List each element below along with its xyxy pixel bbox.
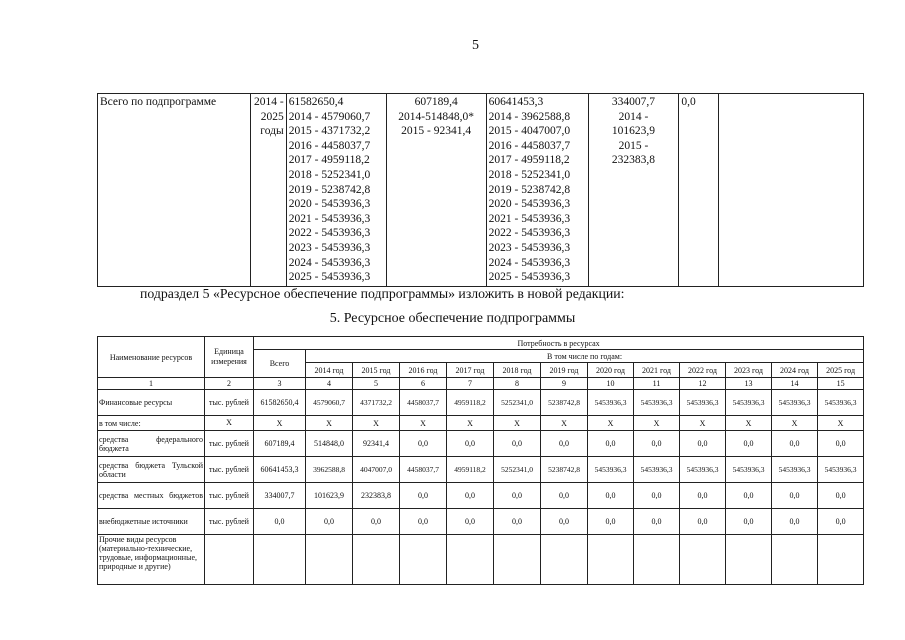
resource-year-value: 0,0	[447, 431, 494, 457]
summary-row	[98, 94, 864, 287]
resource-total: X	[254, 416, 306, 431]
resource-row	[98, 416, 864, 431]
summary-extrabudget	[679, 94, 719, 287]
cell-line: 2025 - 5453936,3	[488, 271, 571, 284]
resource-year-value: X	[680, 416, 726, 431]
resource-year-value	[400, 535, 447, 585]
column-number: 2	[205, 378, 254, 390]
resource-year-value: 4458037,7	[400, 390, 447, 416]
resource-year-value: 4047007,0	[353, 457, 400, 483]
summary-period	[250, 94, 286, 287]
cell-line: 2019 - 5238742,8	[288, 183, 371, 196]
column-number: 7	[447, 378, 494, 390]
resource-year-value: 5453936,3	[588, 457, 634, 483]
year-header: 2024 год	[772, 363, 818, 378]
resource-unit: тыс. рублей	[205, 509, 254, 535]
cell-line: 2015 - 92341,4	[401, 125, 472, 138]
resource-year-value: X	[447, 416, 494, 431]
resource-year-value: 92341,4	[353, 431, 400, 457]
resource-year-value: 0,0	[726, 431, 772, 457]
resource-year-value: 5238742,8	[541, 457, 588, 483]
resource-year-value: 0,0	[353, 509, 400, 535]
resource-year-value	[818, 535, 864, 585]
resource-total: 61582650,4	[254, 390, 306, 416]
resource-year-value: 4371732,2	[353, 390, 400, 416]
resource-year-value: 5453936,3	[818, 457, 864, 483]
cell-line: 2025 - 5453936,3	[288, 271, 371, 284]
cell-line: 2016 - 4458037,7	[488, 139, 571, 152]
resource-year-value: 0,0	[541, 483, 588, 509]
resource-name: средства местных бюджетов	[98, 483, 205, 509]
cell-line: 2025	[260, 110, 284, 123]
column-number: 14	[772, 378, 818, 390]
resource-year-value: X	[588, 416, 634, 431]
col-resource-name: Наименование ресурсов	[98, 337, 205, 378]
summary-empty-cell	[719, 94, 864, 287]
resource-year-value: X	[400, 416, 447, 431]
year-header: 2015 год	[353, 363, 400, 378]
col-need: Потребность в ресурсах	[254, 337, 864, 350]
resource-year-value: 0,0	[680, 483, 726, 509]
summary-total-by-year	[286, 94, 386, 287]
resource-year-value: 0,0	[680, 431, 726, 457]
resource-year-value	[772, 535, 818, 585]
resource-year-value: 0,0	[494, 509, 541, 535]
resource-year-value: 5252341,0	[494, 390, 541, 416]
cell-line: 2017 - 4959118,2	[488, 154, 570, 167]
cell-line: 2020 - 5453936,3	[288, 198, 371, 211]
resource-total: 60641453,3	[254, 457, 306, 483]
column-number: 9	[541, 378, 588, 390]
resource-year-value: X	[541, 416, 588, 431]
resource-year-value: 0,0	[634, 509, 680, 535]
resource-year-value	[447, 535, 494, 585]
resource-year-value: 5453936,3	[634, 390, 680, 416]
resource-total: 334007,7	[254, 483, 306, 509]
resource-year-value: 0,0	[634, 483, 680, 509]
cell-line: 60641453,3	[488, 96, 544, 108]
resource-unit: X	[205, 416, 254, 431]
resource-year-value: 0,0	[772, 483, 818, 509]
cell-line: 334007,7	[611, 96, 656, 108]
resource-name: средства федерального бюджета	[98, 431, 205, 457]
resource-year-value: 0,0	[818, 509, 864, 535]
column-number: 1	[98, 378, 205, 390]
col-unit: Единица измерения	[205, 337, 254, 378]
cell-line: 2023 - 5453936,3	[488, 241, 571, 254]
resource-row	[98, 483, 864, 509]
resource-name: внебюджетные источники	[98, 509, 205, 535]
year-header: 2022 год	[680, 363, 726, 378]
resource-unit: тыс. рублей	[205, 483, 254, 509]
resource-unit: тыс. рублей	[205, 390, 254, 416]
resource-total: 607189,4	[254, 431, 306, 457]
resource-year-value: 5252341,0	[494, 457, 541, 483]
section-title: 5. Ресурсное обеспечение подпрограммы	[329, 311, 576, 326]
cell-line: 2015 - 4047007,0	[488, 125, 571, 138]
year-header: 2023 год	[726, 363, 772, 378]
resource-year-value: 0,0	[400, 431, 447, 457]
column-number: 13	[726, 378, 772, 390]
cell-line: 2016 - 4458037,7	[288, 139, 371, 152]
resource-unit	[205, 535, 254, 585]
resource-year-value: 101623,9	[306, 483, 353, 509]
cell-line: 2018 - 5252341,0	[488, 168, 571, 181]
year-header: 2020 год	[588, 363, 634, 378]
resource-year-value: 5453936,3	[634, 457, 680, 483]
cell-line: 2023 - 5453936,3	[288, 241, 371, 254]
resource-name: средства бюджета Тульской области	[98, 457, 205, 483]
cell-line: 2019 - 5238742,8	[488, 183, 571, 196]
cell-line: 0,0	[681, 96, 696, 108]
resource-row	[98, 535, 864, 585]
cell-line: 2018 - 5252341,0	[288, 168, 371, 181]
summary-regional-by-year	[486, 94, 588, 287]
resource-year-value: 0,0	[726, 509, 772, 535]
year-header: 2016 год	[400, 363, 447, 378]
resource-year-value: 0,0	[772, 431, 818, 457]
resource-year-value: 0,0	[447, 483, 494, 509]
resource-row	[98, 457, 864, 483]
resource-table	[97, 336, 864, 585]
resource-unit: тыс. рублей	[205, 457, 254, 483]
year-header: 2019 год	[541, 363, 588, 378]
resource-year-value	[588, 535, 634, 585]
resource-year-value: 0,0	[306, 509, 353, 535]
cell-line: 2014 - 3962588,8	[488, 110, 571, 123]
summary-label: Всего по подпрограмме	[98, 94, 251, 287]
resource-name: Прочие виды ресурсов (материально-технические, трудовые, информационные, природные и другие)	[98, 535, 205, 585]
resource-year-value: X	[726, 416, 772, 431]
column-number: 15	[818, 378, 864, 390]
resource-year-value: 0,0	[726, 483, 772, 509]
column-number: 5	[353, 378, 400, 390]
cell-line: 2015 - 4371732,2	[288, 125, 371, 138]
cell-line: 2022 - 5453936,3	[488, 227, 571, 240]
resource-unit: тыс. рублей	[205, 431, 254, 457]
summary-funding-table	[97, 93, 864, 287]
resource-name: в том числе:	[98, 416, 205, 431]
resource-year-value: 0,0	[588, 509, 634, 535]
resource-year-value: 4959118,2	[447, 390, 494, 416]
cell-line: 2021 - 5453936,3	[488, 212, 571, 225]
resource-row	[98, 390, 864, 416]
column-number: 12	[680, 378, 726, 390]
column-number: 11	[634, 378, 680, 390]
resource-year-value: 0,0	[680, 509, 726, 535]
cell-line: 2020 - 5453936,3	[488, 198, 571, 211]
header-row-1	[98, 337, 864, 350]
resource-row	[98, 431, 864, 457]
year-header: 2014 год	[306, 363, 353, 378]
summary-federal-by-year	[386, 94, 486, 287]
resource-year-value	[306, 535, 353, 585]
resource-year-value: 0,0	[818, 483, 864, 509]
resource-year-value: 4458037,7	[400, 457, 447, 483]
resource-year-value: 0,0	[588, 431, 634, 457]
resource-year-value: 0,0	[400, 509, 447, 535]
resource-year-value: 5453936,3	[772, 390, 818, 416]
resource-year-value: 0,0	[772, 509, 818, 535]
resource-year-value: X	[494, 416, 541, 431]
resource-year-value: 0,0	[541, 509, 588, 535]
page-number: 5	[472, 38, 479, 53]
resource-year-value: 5453936,3	[588, 390, 634, 416]
resource-year-value: 5453936,3	[726, 457, 772, 483]
cell-line: 2017 - 4959118,2	[288, 154, 370, 167]
cell-line: 2024 - 5453936,3	[288, 256, 371, 269]
resource-year-value	[634, 535, 680, 585]
cell-line: 2021 - 5453936,3	[288, 212, 371, 225]
resource-year-value: 4579060,7	[306, 390, 353, 416]
resource-year-value: X	[306, 416, 353, 431]
resource-year-value: 0,0	[447, 509, 494, 535]
column-numbers-row	[98, 378, 864, 390]
year-header: 2021 год	[634, 363, 680, 378]
resource-year-value: 0,0	[494, 431, 541, 457]
col-total: Всего	[254, 350, 306, 378]
resource-year-value	[680, 535, 726, 585]
cell-line: годы	[260, 125, 284, 138]
resource-year-value: X	[818, 416, 864, 431]
amendment-sentence: подраздел 5 «Ресурсное обеспечение подпрограммы» изложить в новой редакции:	[140, 286, 625, 301]
resource-row	[98, 509, 864, 535]
column-number: 8	[494, 378, 541, 390]
resource-year-value: 0,0	[588, 483, 634, 509]
cell-line: 61582650,4	[288, 96, 344, 108]
cell-line: 232383,8	[611, 154, 656, 167]
resource-year-value: 5238742,8	[541, 390, 588, 416]
resource-year-value	[353, 535, 400, 585]
resource-year-value: X	[772, 416, 818, 431]
col-by-year: В том числе по годам:	[306, 350, 864, 363]
column-number: 4	[306, 378, 353, 390]
resource-year-value: 5453936,3	[680, 390, 726, 416]
resource-year-value: 0,0	[818, 431, 864, 457]
resource-year-value: 4959118,2	[447, 457, 494, 483]
resource-year-value: X	[353, 416, 400, 431]
resource-year-value: 514848,0	[306, 431, 353, 457]
column-number: 6	[400, 378, 447, 390]
resource-year-value	[726, 535, 772, 585]
cell-line: 101623,9	[611, 125, 656, 138]
resource-total: 0,0	[254, 509, 306, 535]
resource-year-value: 0,0	[494, 483, 541, 509]
resource-year-value	[494, 535, 541, 585]
column-number: 10	[588, 378, 634, 390]
cell-line: 2024 - 5453936,3	[488, 256, 571, 269]
year-header: 2018 год	[494, 363, 541, 378]
cell-line: 2014 -	[254, 96, 284, 108]
resource-year-value	[541, 535, 588, 585]
cell-line: 607189,4	[414, 96, 458, 108]
cell-line: 2022 - 5453936,3	[288, 227, 371, 240]
cell-line: 2014-514848,0*	[398, 110, 475, 123]
summary-local-by-year	[588, 94, 679, 287]
resource-year-value: 232383,8	[353, 483, 400, 509]
resource-year-value: 5453936,3	[772, 457, 818, 483]
resource-year-value: X	[634, 416, 680, 431]
resource-year-value: 0,0	[400, 483, 447, 509]
resource-year-value: 5453936,3	[818, 390, 864, 416]
resource-year-value: 5453936,3	[680, 457, 726, 483]
resource-year-value: 0,0	[634, 431, 680, 457]
resource-year-value: 0,0	[541, 431, 588, 457]
resource-year-value: 5453936,3	[726, 390, 772, 416]
resource-name: Финансовые ресурсы	[98, 390, 205, 416]
resource-total	[254, 535, 306, 585]
year-header: 2025 год	[818, 363, 864, 378]
column-number: 3	[254, 378, 306, 390]
cell-line: 2014 - 4579060,7	[288, 110, 371, 123]
resource-year-value: 3962588,8	[306, 457, 353, 483]
cell-line: 2014 -	[618, 110, 649, 123]
cell-line: 2015 -	[618, 139, 649, 152]
year-header: 2017 год	[447, 363, 494, 378]
